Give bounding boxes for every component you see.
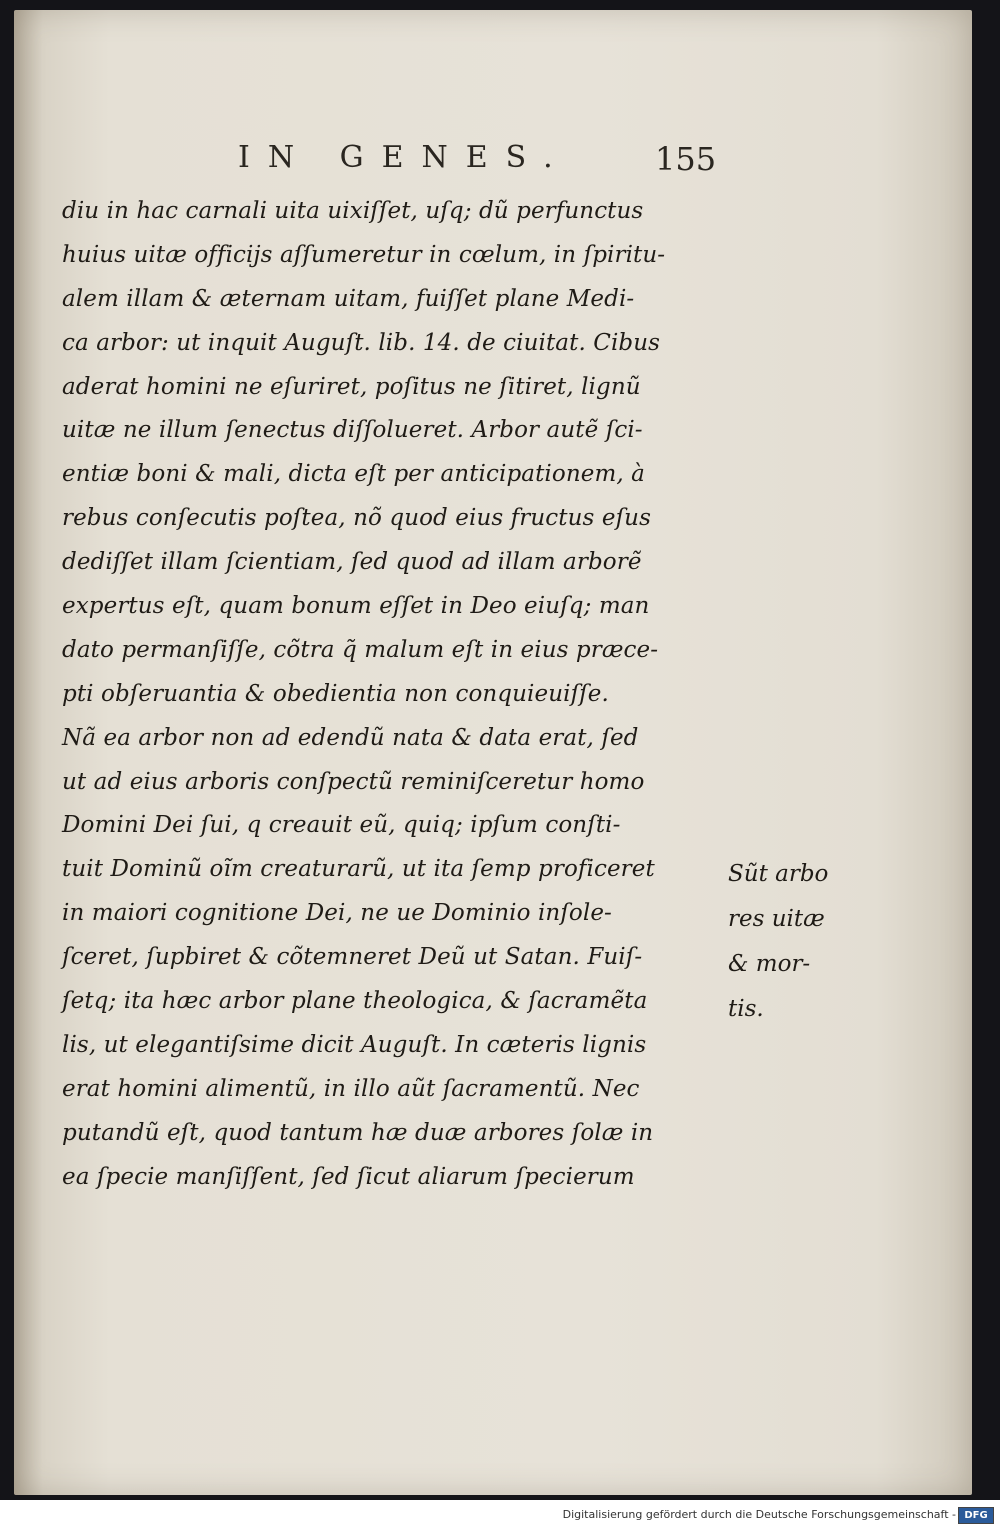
body-text xyxy=(62,190,722,1199)
running-head xyxy=(0,140,1000,184)
running-title: IN GENES. xyxy=(238,140,571,175)
text-line: diu in hac carnali uita uixiſſet, uſq; dũ perfunctus xyxy=(62,198,644,224)
funding-credit: Digitalisierung gefördert durch die Deutsche Forschungsgemeinschaft - xyxy=(562,1508,956,1521)
text-line: tuit Dominũ oĩm creaturarũ, ut ita ſemp proficeret xyxy=(62,856,655,883)
marginal-line: res uitæ xyxy=(728,906,825,932)
text-line: erat homini alimentũ, in illo aũt ſacramentũ. Nec xyxy=(62,1075,640,1102)
text-line: huius uitæ officijs aſſumeretur in cœlum, in ſpiritu- xyxy=(62,241,666,268)
text-line: alem illam & æternam uitam, fuiſſet plane Medi- xyxy=(62,285,635,312)
dfg-logo-icon: DFG xyxy=(958,1507,994,1524)
marginal-line: Sũt arbo xyxy=(728,861,829,887)
text-line: ſceret, ſupbiret & cõtemneret Deũ ut Satan. Fuiſ- xyxy=(62,944,643,971)
marginal-line: & mor- xyxy=(728,951,811,977)
text-line: ea ſpecie manſiſſent, ſed ſicut aliarum ſpecierum xyxy=(62,1163,635,1190)
text-line: Nã ea arbor non ad edendũ nata & data erat, ſed xyxy=(62,724,639,751)
digitization-footer xyxy=(0,1500,1000,1537)
text-line: lis, ut elegantiſsime dicit Auguſt. In cæteris lignis xyxy=(62,1031,647,1058)
text-line: in maiori cognitione Dei, ne ue Dominio inſole- xyxy=(62,900,612,927)
text-line: Domini Dei ſui, q creauit eũ, quiq; ipſum conſti- xyxy=(62,812,621,839)
text-line: entiæ boni & mali, dicta eſt per anticipationem, à xyxy=(62,461,645,488)
text-line: putandũ eſt, quod tantum hæ duæ arbores ſolæ in xyxy=(62,1119,654,1146)
text-line: dediſſet illam ſcientiam, ſed quod ad illam arborẽ xyxy=(62,549,642,576)
text-line: aderat homini ne eſuriret, poſitus ne ſitiret, lignũ xyxy=(62,373,641,400)
marginal-line: tis. xyxy=(728,996,764,1022)
text-line: rebus conſecutis poſtea, nõ quod eius fructus eſus xyxy=(62,505,651,532)
text-line: ut ad eius arboris conſpectũ reminiſceretur homo xyxy=(62,768,645,795)
text-line: dato permanſiſſe, cõtra q̃ malum eſt in eius præce- xyxy=(62,636,659,663)
marginal-note xyxy=(728,852,928,1032)
text-line: ſetq; ita hæc arbor plane theologica, & ſacramẽta xyxy=(62,988,648,1015)
text-line: ca arbor: ut inquit Auguſt. lib. 14. de ciuitat. Cibus xyxy=(62,329,661,356)
text-line: expertus eſt, quam bonum eſſet in Deo eiuſq; man xyxy=(62,593,650,620)
page-number: 155 xyxy=(655,140,717,178)
text-line: uitæ ne illum ſenectus diſſolueret. Arbor autẽ ſci- xyxy=(62,417,643,444)
text-line: pti obſeruantia & obedientia non conquieuiſſe. xyxy=(62,680,609,707)
